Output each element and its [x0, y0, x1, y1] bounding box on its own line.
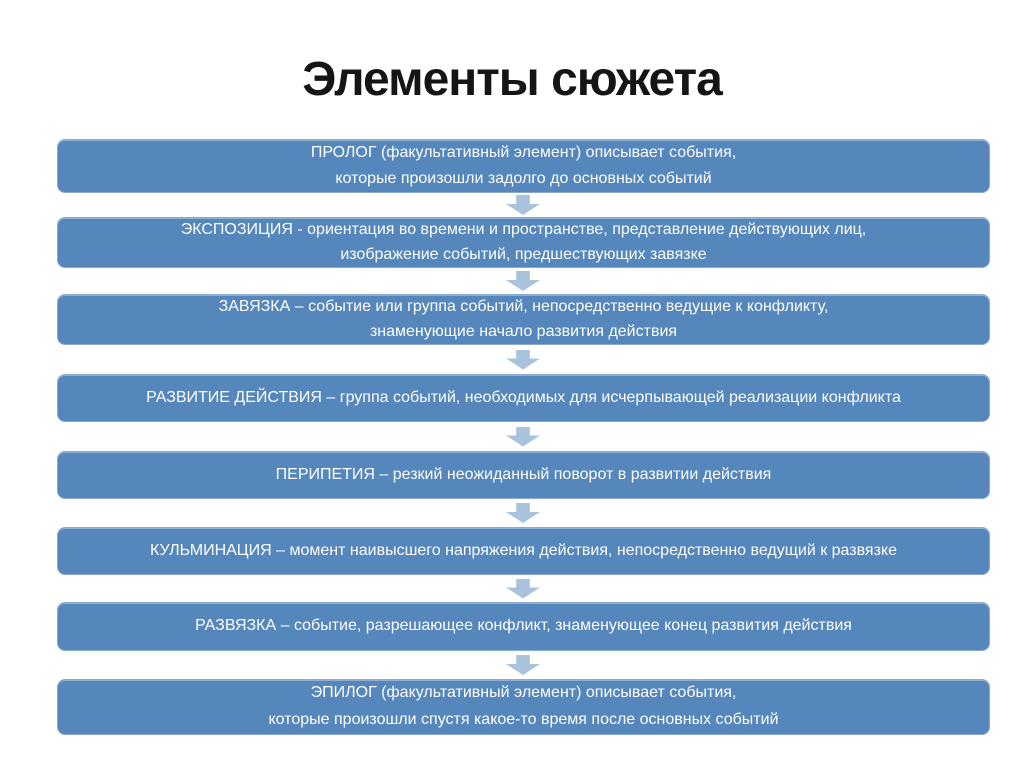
flow-box-epilog-line: ЭПИЛОГ (факультативный элемент) описывает события, [310, 684, 737, 702]
flow-box-epilog-line: которые произошли спустя какое-то время после основных событий [268, 711, 779, 729]
flow-box-prolog [57, 139, 990, 193]
flow-box-razvyazka [57, 602, 990, 651]
down-arrow-icon [506, 350, 540, 370]
down-arrow-icon [506, 503, 540, 523]
flow-box-ekspozitsiya [57, 217, 990, 268]
flow-box-zavyazka-line: знаменующие начало развития действия [369, 322, 678, 340]
flow-box-razvitie-deystviya-line: РАЗВИТИЕ ДЕЙСТВИЯ – группа событий, необходимых для исчерпывающей реализации конфликта [146, 388, 901, 406]
flow-box-prolog-line: ПРОЛОГ (факультативный элемент) описывает события, [310, 143, 737, 161]
flow-box-kulminatsiya [57, 527, 990, 575]
down-arrow-icon [506, 579, 540, 599]
down-arrow-icon [506, 655, 540, 675]
down-arrow-icon [506, 271, 540, 291]
flow-box-ekspozitsiya-line: ЭКСПОЗИЦИЯ - ориентация во времени и пространстве, представление действующих лиц, [180, 221, 867, 239]
flow-box-razvyazka-line: РАЗВЯЗКА – событие, разрешающее конфликт, знаменующее конец развития действия [195, 617, 852, 635]
flow-box-razvitie-deystviya [57, 374, 990, 422]
flow-box-prolog-line: которые произошли задолго до основных событий [335, 169, 712, 187]
flow-box-peripetiya [57, 451, 990, 499]
down-arrow-icon [506, 195, 540, 215]
flow-box-peripetiya-line: ПЕРИПЕТИЯ – резкий неожиданный поворот в развитии действия [275, 465, 772, 483]
page-title: Элементы сюжета [302, 53, 722, 106]
flow-box-ekspozitsiya-line: изображение событий, предшествующих завязке [340, 245, 707, 263]
flow-box-kulminatsiya-line: КУЛЬМИНАЦИЯ – момент наивысшего напряжения действия, непосредственно ведущий к развязке [149, 541, 898, 559]
flow-box-zavyazka-line: ЗАВЯЗКА – событие или группа событий, непосредственно ведущие к конфликту, [218, 298, 829, 316]
flow-box-zavyazka [57, 294, 990, 345]
down-arrow-icon [506, 427, 540, 447]
flow-box-epilog [57, 679, 990, 735]
